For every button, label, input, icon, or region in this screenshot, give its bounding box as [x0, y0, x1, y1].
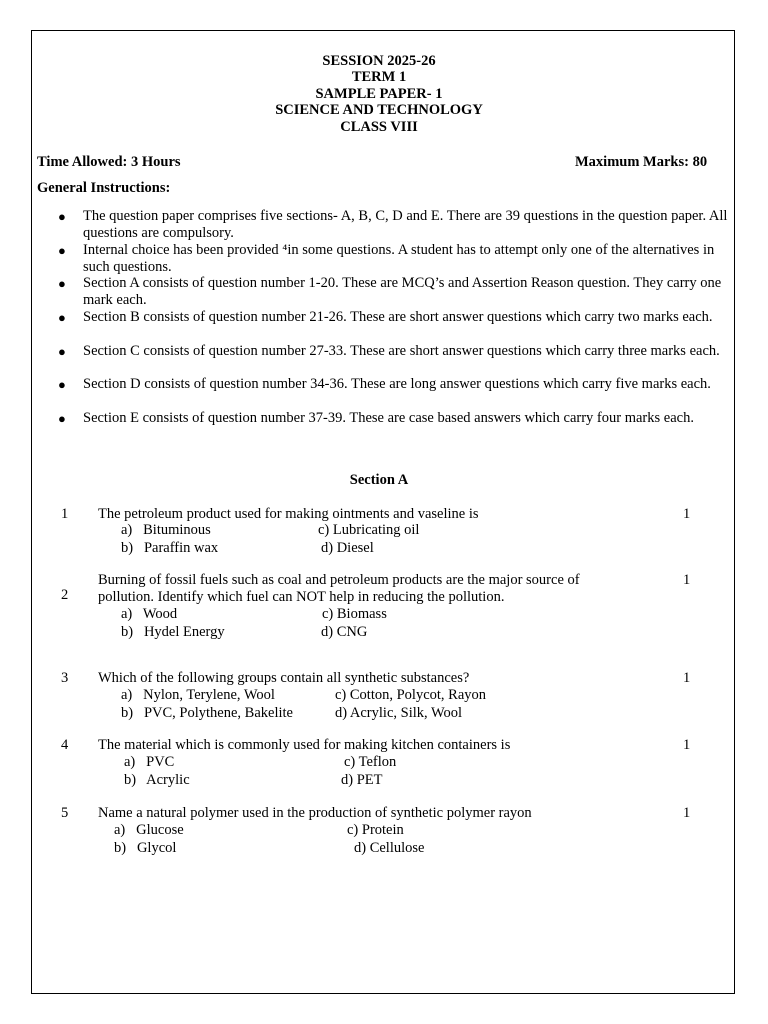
section-a-title: Section A	[349, 472, 409, 488]
bullet-icon: ●	[58, 209, 66, 224]
instruction-item: Section B consists of question number 21-26. These are short answer questions which carry two marks each.	[83, 309, 713, 325]
option-d: d) Acrylic, Silk, Wool	[335, 705, 463, 721]
question-text: The petroleum product used for making ointments and vaseline is	[98, 506, 479, 522]
question-number: 4	[61, 737, 69, 753]
option-b: b) Glycol	[114, 840, 177, 856]
instruction-item: The question paper comprises five sections- A, B, C, D and E. There are 39 questions in the question paper. All questions are compulsory.	[83, 208, 728, 241]
bullet-icon: ●	[58, 411, 66, 426]
time-allowed: Time Allowed: 3 Hours	[37, 154, 181, 170]
instruction-item: Internal choice has been provided ⁴in some questions. A student has to attempt only one of the alternatives in such questions.	[83, 242, 715, 275]
session-title: SESSION 2025-26	[322, 53, 436, 69]
option-c: c) Biomass	[322, 606, 387, 622]
option-d: d) PET	[341, 772, 383, 788]
option-c: c) Cotton, Polycot, Rayon	[335, 687, 487, 703]
question-marks: 1	[683, 506, 691, 522]
option-a: a) PVC	[124, 754, 175, 770]
question-text: Burning of fossil fuels such as coal and petroleum products are the major source of pollution. Identify which fuel can NOT help in reducing the pollution.	[98, 572, 580, 605]
instruction-item: Section D consists of question number 34-36. These are long answer questions which carry five marks each.	[83, 376, 711, 392]
class-title: CLASS VIII	[340, 119, 418, 135]
instruction-item: Section C consists of question number 27-33. These are short answer questions which carry three marks each.	[83, 343, 720, 359]
option-b: b) PVC, Polythene, Bakelite	[121, 705, 293, 721]
option-c: c) Teflon	[344, 754, 397, 770]
question-marks: 1	[683, 670, 691, 686]
question-number: 3	[61, 670, 69, 686]
subject-title: SCIENCE AND TECHNOLOGY	[275, 102, 483, 118]
option-a: a) Glucose	[114, 822, 184, 838]
bullet-icon: ●	[58, 276, 66, 291]
question-number: 2	[61, 587, 69, 603]
option-c: c) Protein	[347, 822, 404, 838]
instruction-item: Section A consists of question number 1-20. These are MCQ’s and Assertion Reason question. They carry one mark each.	[83, 275, 722, 308]
option-b: b) Paraffin wax	[121, 540, 219, 556]
option-d: d) CNG	[321, 624, 368, 640]
instruction-item: Section E consists of question number 37-39. These are case based answers which carry four marks each.	[83, 410, 694, 426]
option-a: a) Bituminous	[121, 522, 211, 538]
bullet-icon: ●	[58, 377, 66, 392]
question-number: 5	[61, 805, 69, 821]
maximum-marks: Maximum Marks: 80	[575, 154, 708, 170]
question-marks: 1	[683, 805, 691, 821]
paper-title: SAMPLE PAPER- 1	[315, 86, 443, 102]
question-text: The material which is commonly used for making kitchen containers is	[98, 737, 511, 753]
question-marks: 1	[683, 572, 691, 588]
option-b: b) Acrylic	[124, 772, 190, 788]
bullet-icon: ●	[58, 344, 66, 359]
question-text: Name a natural polymer used in the production of synthetic polymer rayon	[98, 805, 532, 821]
option-a: a) Wood	[121, 606, 178, 622]
question-number: 1	[61, 506, 69, 522]
term-title: TERM 1	[351, 69, 407, 85]
instructions-heading: General Instructions:	[37, 180, 171, 196]
bullet-icon: ●	[58, 310, 66, 325]
option-c: c) Lubricating oil	[318, 522, 420, 538]
option-d: d) Cellulose	[354, 840, 425, 856]
option-d: d) Diesel	[321, 540, 374, 556]
bullet-icon: ●	[58, 243, 66, 258]
question-text: Which of the following groups contain all synthetic substances?	[98, 670, 470, 686]
question-marks: 1	[683, 737, 691, 753]
option-b: b) Hydel Energy	[121, 624, 225, 640]
option-a: a) Nylon, Terylene, Wool	[121, 687, 275, 703]
